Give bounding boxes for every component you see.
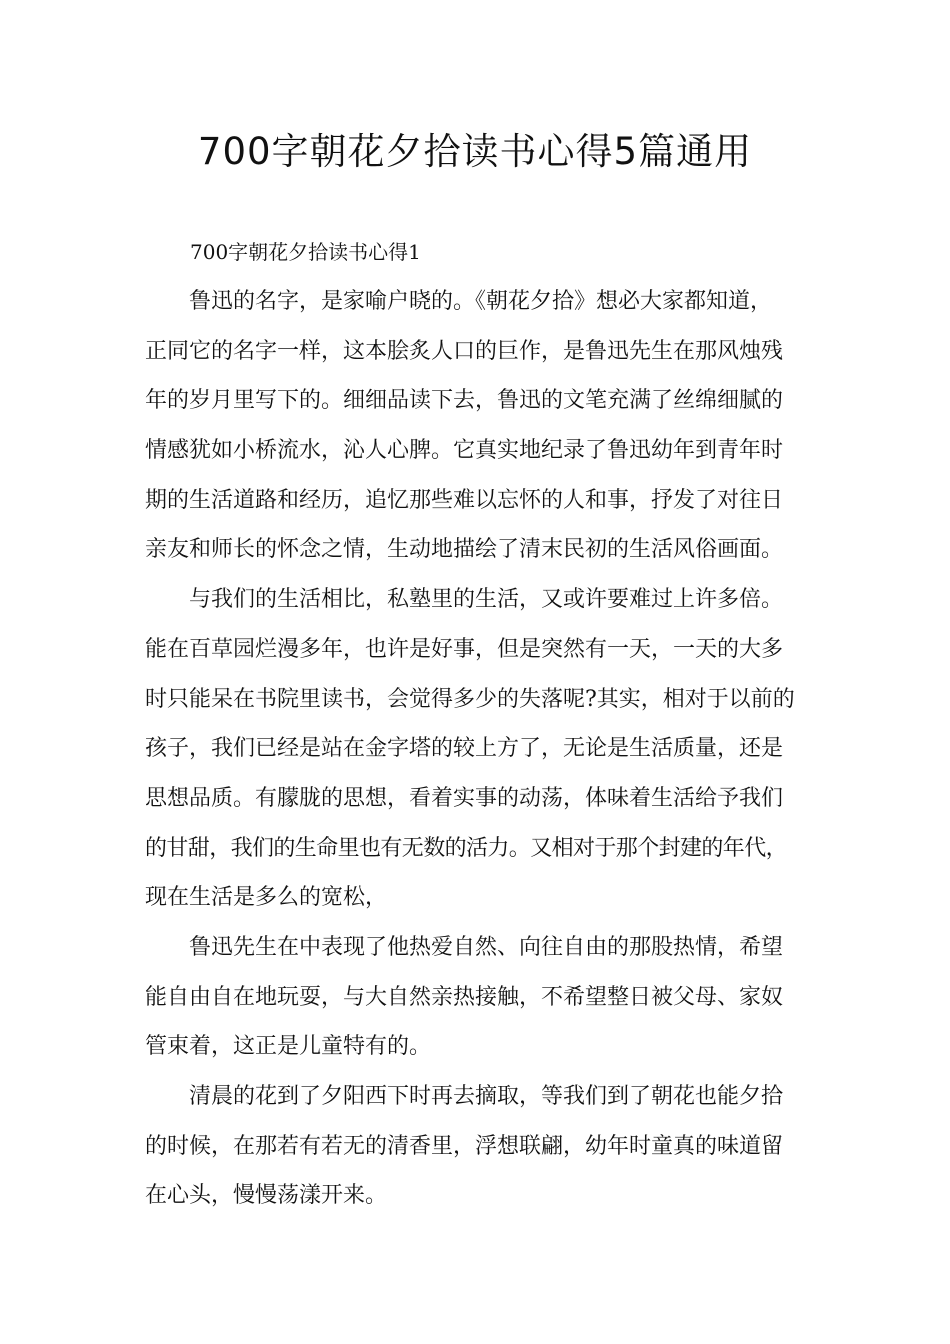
document-body [145, 277, 825, 1221]
paragraph-line: 的时候，在那若有若无的清香里，浮想联翩，幼年时童真的味道留 [145, 1133, 784, 1159]
paragraph-1 [145, 277, 825, 575]
paragraph-line: 在心头，慢慢荡漾开来。 [145, 1183, 388, 1209]
paragraph-line: 情感犹如小桥流水，沁人心脾。它真实地纪录了鲁迅幼年到青年时 [145, 438, 784, 464]
paragraph-2 [145, 575, 825, 923]
paragraph-line: 能在百草园烂漫多年，也许是好事，但是突然有一天，一天的大多 [145, 636, 784, 662]
paragraph-line: 鲁迅先生在中表现了他热爱自然、向往自由的那股热情，希望 [189, 934, 784, 960]
paragraph-line: 现在生活是多么的宽松， [145, 885, 388, 911]
paragraph-line: 思想品质。有朦胧的思想，看着实事的动荡，体味着生活给予我们 [145, 785, 784, 811]
paragraph-3 [145, 923, 825, 1072]
paragraph-line: 与我们的生活相比，私塾里的生活，又或许要难过上许多倍。 [189, 587, 784, 613]
paragraph-line: 管束着，这正是儿童特有的。 [145, 1034, 432, 1060]
paragraph-line: 正同它的名字一样，这本脍炙人口的巨作，是鲁迅先生在那风烛残 [145, 338, 784, 364]
paragraph-line: 鲁迅的名字，是家喻户晓的。《朝花夕拾》想必大家都知道， [189, 289, 773, 314]
paragraph-line: 孩子，我们已经是站在金字塔的较上方了，无论是生活质量，还是 [145, 736, 784, 762]
paragraph-4 [145, 1072, 825, 1221]
document-title: 700字朝花夕拾读书心得5篇通用 [197, 130, 753, 173]
paragraph-line: 亲友和师长的怀念之情，生动地描绘了清末民初的生活风俗画面。 [145, 537, 784, 563]
paragraph-line: 能自由自在地玩耍，与大自然亲热接触，不希望整日被父母、家奴 [145, 984, 784, 1010]
paragraph-line: 期的生活道路和经历，追忆那些难以忘怀的人和事，抒发了对往日 [145, 487, 784, 513]
paragraph-line: 的甘甜，我们的生命里也有无数的活力。又相对于那个封建的年代， [145, 835, 788, 861]
paragraph-line: 年的岁月里写下的。细细品读下去，鲁迅的文笔充满了丝绵细腻的 [145, 388, 784, 414]
paragraph-line: 清晨的花到了夕阳西下时再去摘取，等我们到了朝花也能夕拾 [189, 1084, 784, 1109]
paragraph-line: 时只能呆在书院里读书，会觉得多少的失落呢?其实，相对于以前的 [145, 686, 795, 712]
section-heading: 700字朝花夕拾读书心得1 [190, 240, 421, 264]
